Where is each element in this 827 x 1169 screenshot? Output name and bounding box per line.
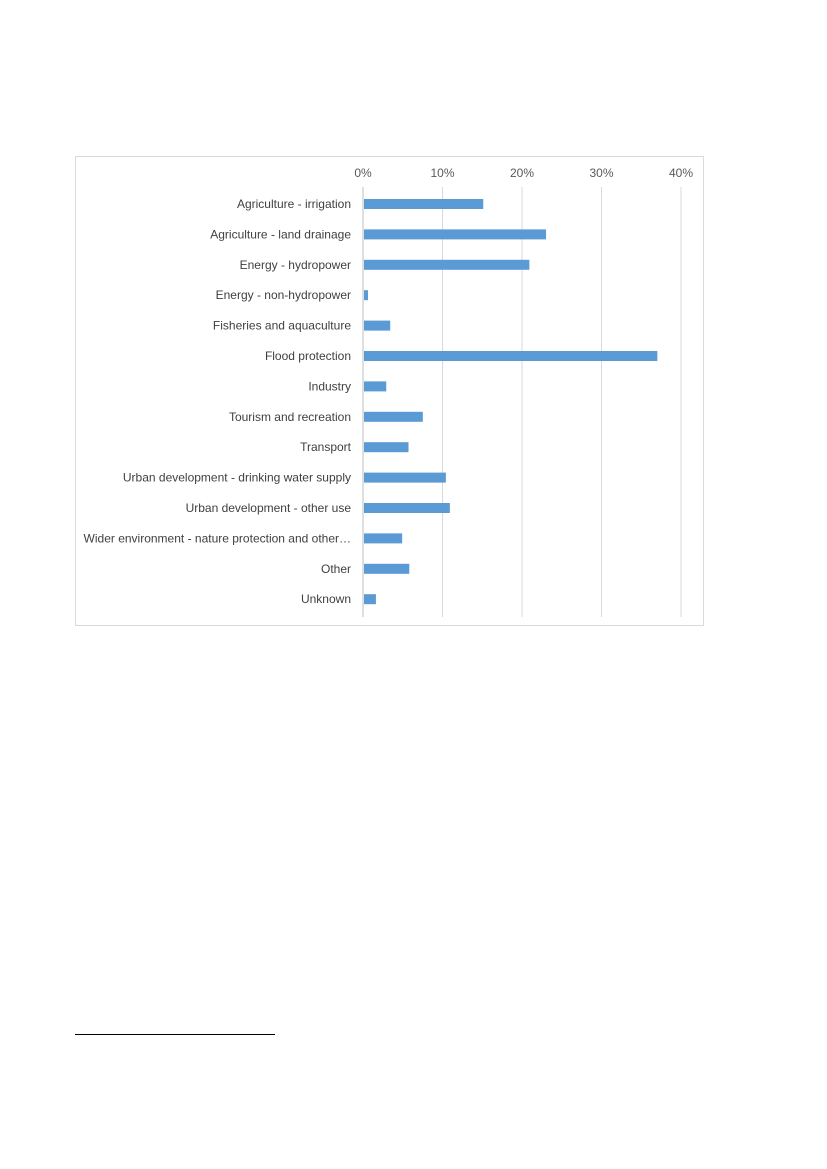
category-label: Agriculture - land drainage	[210, 227, 351, 242]
chart-frame	[75, 156, 704, 626]
category-label: Urban development - other use	[185, 501, 351, 515]
category-label: Tourism and recreation	[228, 409, 351, 424]
x-tick-label: 30%	[589, 166, 614, 180]
bar	[364, 503, 450, 513]
footnote-separator	[75, 1034, 275, 1035]
bar-chart	[76, 157, 703, 625]
x-tick-label: 20%	[509, 166, 535, 180]
category-labels	[84, 197, 352, 606]
x-tick-label: 10%	[430, 166, 455, 180]
bar	[364, 594, 376, 604]
category-label: Urban development - drinking water supply	[122, 470, 351, 485]
x-tick-label: 0%	[354, 166, 372, 180]
category-label: Agriculture - irrigation	[236, 197, 351, 211]
bar	[364, 290, 368, 300]
category-label: Energy - non-hydropower	[215, 288, 351, 303]
category-label: Industry	[308, 379, 351, 394]
x-axis-ticks	[354, 166, 693, 180]
bar	[364, 351, 657, 361]
category-label: Unknown	[300, 592, 351, 607]
bar	[364, 473, 446, 483]
bar	[364, 260, 529, 270]
bar	[364, 533, 402, 543]
category-label: Fisheries and aquaculture	[212, 318, 351, 333]
category-label: Transport	[300, 440, 351, 455]
bar	[364, 442, 409, 452]
category-label: Energy - hydropower	[239, 257, 351, 272]
category-label: Other	[320, 561, 351, 576]
bar	[364, 199, 483, 209]
category-label: Flood protection	[264, 349, 351, 363]
bar	[364, 321, 390, 331]
bar	[364, 229, 546, 239]
category-label: Wider environment - nature protection and other…	[83, 531, 351, 546]
bar	[364, 381, 386, 391]
x-tick-label: 40%	[668, 166, 694, 180]
bar	[364, 564, 409, 574]
bar	[364, 412, 423, 422]
bars	[364, 199, 657, 604]
gridlines	[363, 187, 681, 617]
